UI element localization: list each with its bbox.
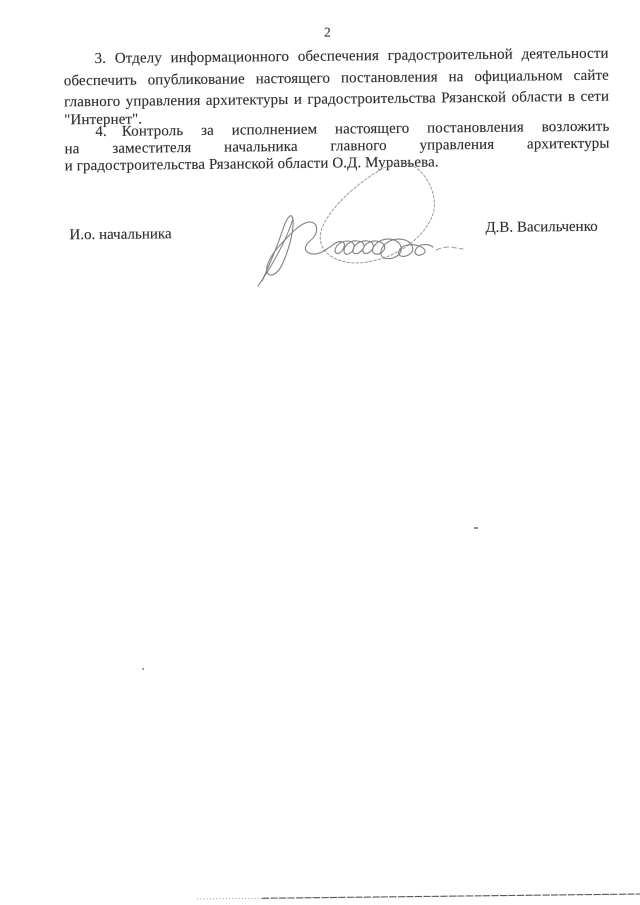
paragraph-4-line-1-text: Контроль за исполнением настоящего постановления возложить (121, 118, 610, 140)
acting-head-label: И.о. начальника (69, 226, 172, 244)
paragraph-3-line-1: 3. Отделу информационного обеспечения градостроительной деятельности (94, 45, 609, 68)
signer-name: Д.В. Васильченко (485, 218, 598, 236)
page-number: 2 (323, 24, 331, 40)
paragraph-3-line-2: обеспечить опубликование настоящего постановления на официальном сайте (63, 67, 609, 90)
paragraph-4-line-2: на заместителя начальника главного управления архитектуры (64, 135, 610, 158)
paragraph-4-line-3: и градостроительства Рязанской области О.Д. Муравьева. (64, 154, 439, 175)
paragraph-4-number: 4. (95, 123, 107, 141)
paragraph-3-line-3: главного управления архитектуры и градостроительства Рязанской области в сети (63, 88, 610, 111)
paragraph-3-line-4: "Интернет". (64, 111, 143, 129)
